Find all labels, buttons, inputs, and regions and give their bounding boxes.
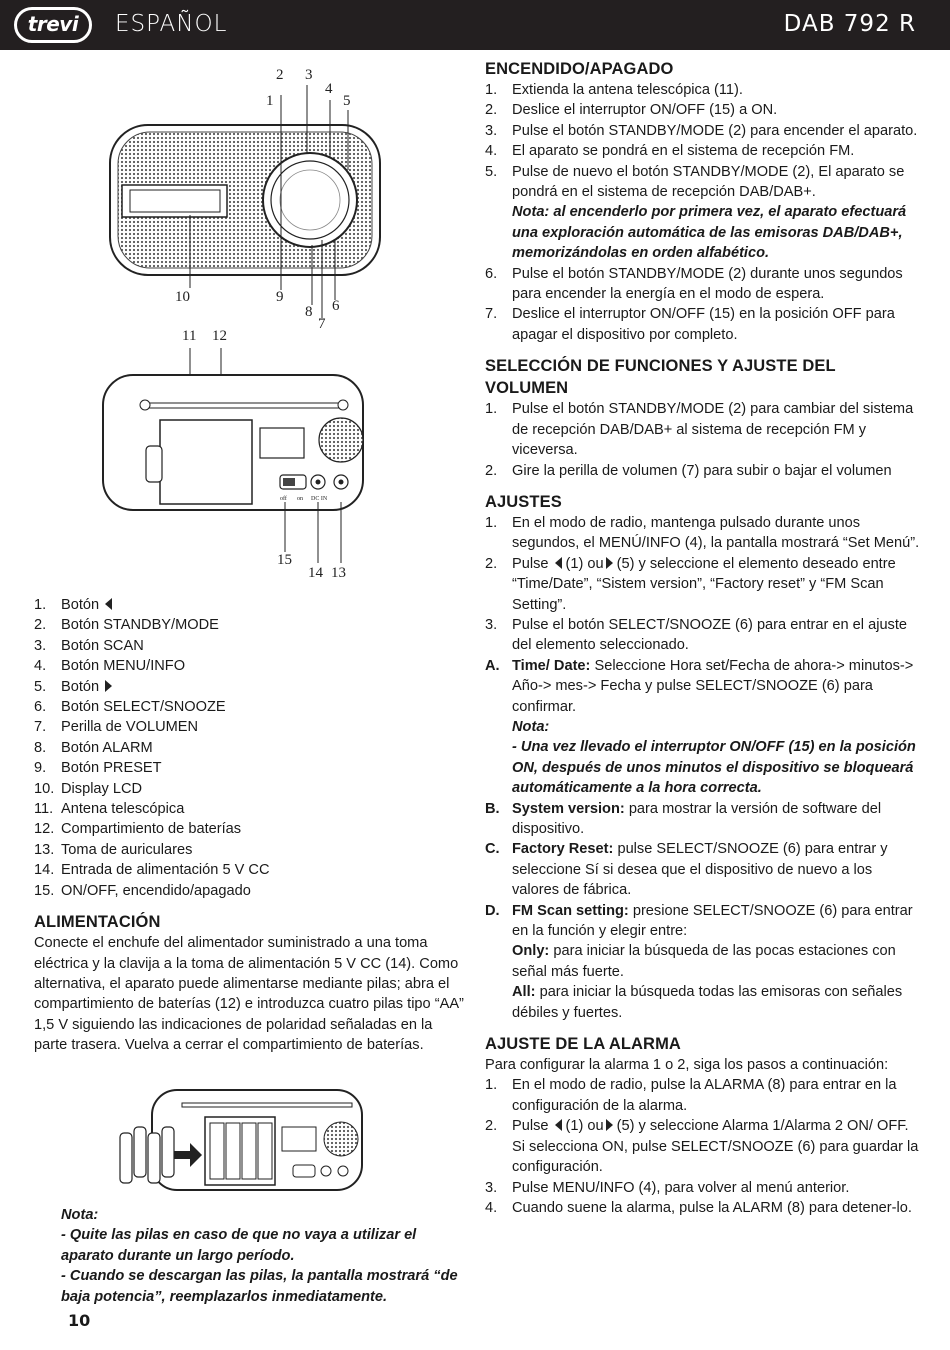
fig-label-6: 6 — [332, 298, 340, 314]
fig-label-10: 10 — [175, 289, 190, 305]
list-item: 11. Antena telescópica — [34, 801, 185, 818]
list-item: 13. Toma de auriculares — [34, 841, 193, 858]
list-item: 4. El aparato se pondrá en el sistema de recepción FM. — [485, 143, 855, 160]
triangle-left-icon — [555, 1119, 562, 1131]
triangle-right-icon — [105, 680, 112, 692]
triangle-right-icon — [606, 1119, 613, 1131]
list-item: 2. Deslice el interruptor ON/OFF (15) a ON. — [485, 102, 778, 119]
list-item: 3. Pulse el botón SELECT/SNOOZE (6) para entrar en el ajuste del elemento seleccionado. — [485, 616, 908, 654]
fig-label-4: 4 — [325, 81, 333, 97]
list-item: 8. Botón ALARM — [34, 739, 153, 756]
alimentacion-text: Conecte el enchufe del alimentador suministrado a una toma eléctrica y la clavija a la toma de alimentación 5 V CC (14). Como alternativa, el aparato puede alimentarse mediante pilas; abra el compartimiento de baterías (12) e introduzca cuatro pilas tipo “AA” 1,5 V siguiendo las indicaciones de polaridad señaladas en la parte trasera. Vuelva a cerrar el compartimiento de baterías. — [34, 935, 464, 1054]
list-item: 3. Pulse el botón STANDBY/MODE (2) para encender el aparato. — [485, 122, 918, 139]
seleccion-heading: SELECCIÓN DE FUNCIONES Y AJUSTE DEL VOLUMEN — [485, 357, 836, 398]
list-item: 3. Botón SCAN — [34, 637, 144, 654]
triangle-left-icon — [105, 598, 112, 610]
list-item: 2. Pulse (1) ou (5) y seleccione el elemento deseado entre “Time/Date”, “Sistem version”, “Factory reset” y “FM Scan Setting”. — [485, 555, 896, 613]
dc-in-label: DC IN — [311, 496, 328, 502]
radio-back-illustration — [100, 320, 390, 585]
note-line-2: - Cuando se descargan las pilas, la pantalla mostrará “de baja potencia”, reemplazarlos inmediatamente. — [61, 1268, 458, 1305]
list-item: 4. Botón MENU/INFO — [34, 658, 186, 675]
note-line-1: - Quite las pilas en caso de que no vaya a utilizar el aparato durante un largo período. — [61, 1227, 417, 1264]
list-item: 7. Deslice el interruptor ON/OFF (15) en la posición OFF para apagar el dispositivo por completo. — [485, 306, 895, 343]
left-column — [34, 595, 464, 1056]
ajustes-list — [485, 513, 920, 1023]
list-item: 1. Pulse el botón STANDBY/MODE (2) para cambiar del sistema de recepción DAB/DAB+ al sistema de recepción FM y viceversa. — [485, 401, 914, 459]
note-title: Nota: — [61, 1207, 99, 1223]
list-item: 12. Compartimiento de baterías — [34, 821, 242, 838]
fig-label-7: 7 — [318, 316, 326, 332]
fig-label-9: 9 — [276, 289, 284, 305]
list-item: 1. Extienda la antena telescópica (11). — [485, 82, 743, 98]
list-item: 14. Entrada de alimentación 5 V CC — [34, 862, 270, 879]
battery-note — [61, 1205, 471, 1307]
radio-front-illustration — [100, 60, 390, 335]
fig-label-12: 12 — [212, 328, 227, 344]
list-item: D. FM Scan setting: presione SELECT/SNOOZE (6) para entrar en la función y elegir entre: Only: para iniciar la búsqueda de las pocas estaciones con señal más fuerte. All: para iniciar la búsqueda todas las emisoras con señales débiles y fuertes. — [485, 902, 913, 1021]
list-item: 5. Pulse de nuevo el botón STANDBY/MODE (2), El aparato se pondrá en el sistema de recepción DAB/DAB+. Nota: al encenderlo por primera vez, el aparato efectuará una exploración automática de las emisoras DAB/DAB+, memorizándolas en orden alfabético. — [485, 163, 907, 262]
model-name: DAB 792 R — [783, 11, 916, 37]
encendido-list — [485, 80, 920, 345]
fig-label-14: 14 — [308, 565, 323, 581]
list-item: 7. Perilla de VOLUMEN — [34, 719, 199, 736]
fig-label-13: 13 — [331, 565, 346, 581]
triangle-left-icon — [555, 557, 562, 569]
triangle-right-icon — [606, 557, 613, 569]
list-item: 1. Botón — [34, 595, 464, 615]
alimentacion-heading: ALIMENTACIÓN — [34, 913, 161, 932]
encendido-heading: ENCENDIDO/APAGADO — [485, 60, 674, 78]
fig-label-5: 5 — [343, 93, 351, 109]
list-item: 9. Botón PRESET — [34, 760, 162, 777]
page-number: 10 — [68, 1311, 91, 1330]
list-item: A. Time/ Date: Seleccione Hora set/Fecha de ahora-> minutos-> Año-> mes-> Fecha y pulse SELECT/SNOOZE (6) para confirmar. Nota: - Una vez llevado el interruptor ON/OFF (15) en la posición ON, después de unos minutos el dispositivo se bloqueará automáticamente a la hora correcta. — [485, 657, 916, 797]
list-item: 10. Display LCD — [34, 780, 143, 797]
list-item: 3. Pulse MENU/INFO (4), para volver al menú anterior. — [485, 1179, 850, 1196]
list-item: 2. Botón STANDBY/MODE — [34, 617, 219, 634]
alarma-intro: Para configurar la alarma 1 o 2, siga los pasos a continuación: — [485, 1057, 889, 1074]
first-start-note: Nota: al encenderlo por primera vez, el aparato efectuará una exploración automática de las emisoras DAB/DAB+, memorizándolas en orden alfabético. — [512, 204, 907, 262]
list-item: 6. Pulse el botón STANDBY/MODE (2) durante unos segundos para encender la energía en el modo de espera. — [485, 265, 903, 303]
fig-label-15: 15 — [277, 552, 292, 568]
list-item: B. System version: para mostrar la versión de software del dispositivo. — [485, 800, 882, 837]
list-item: C. Factory Reset: pulse SELECT/SNOOZE (6) para entrar y seleccione Sí si desea que el dispositivo de nuevo a los valores de fábrica. — [485, 841, 888, 899]
parts-list — [34, 595, 464, 901]
battery-insertion-illustration — [110, 1085, 370, 1200]
alarma-list — [485, 1075, 920, 1218]
fig-label-2: 2 — [276, 67, 284, 83]
switch-on-label: on — [297, 496, 303, 502]
seleccion-list — [485, 399, 920, 481]
list-item: 2. Pulse (1) ou (5) y seleccione Alarma 1/Alarma 2 ON/ OFF. Si selecciona ON, pulse SELECT/SNOOZE (6) para guardar la configuración. — [485, 1118, 919, 1176]
list-item: 1. En el modo de radio, pulse la ALARMA (8) para entrar en la configuración de la alarma. — [485, 1077, 897, 1114]
list-item: 4. Cuando suene la alarma, pulse la ALARM (8) para detener-lo. — [485, 1199, 912, 1216]
fig-label-1: 1 — [266, 93, 274, 109]
language-title: ESPAÑOL — [115, 11, 228, 37]
fig-label-11: 11 — [182, 328, 197, 344]
fig-label-8: 8 — [305, 304, 313, 320]
list-item: 5. Botón — [34, 677, 464, 697]
ajustes-heading: AJUSTES — [485, 492, 562, 511]
switch-off-label: off — [280, 496, 287, 502]
list-item: 1. En el modo de radio, mantenga pulsado durante unos segundos, el MENÚ/INFO (4), la pantalla mostrará “Set Menú”. — [485, 514, 920, 552]
list-item: 15. ON/OFF, encendido/apagado — [34, 882, 251, 899]
list-item: 2. Gire la perilla de volumen (7) para subir o bajar el volumen — [485, 462, 892, 479]
fig-label-3: 3 — [305, 67, 313, 83]
list-item: 6. Botón SELECT/SNOOZE — [34, 699, 226, 716]
right-column — [485, 58, 920, 1218]
trevi-logo: trevi — [14, 7, 92, 43]
page-header — [0, 0, 950, 50]
alarma-heading: AJUSTE DE LA ALARMA — [485, 1035, 681, 1054]
